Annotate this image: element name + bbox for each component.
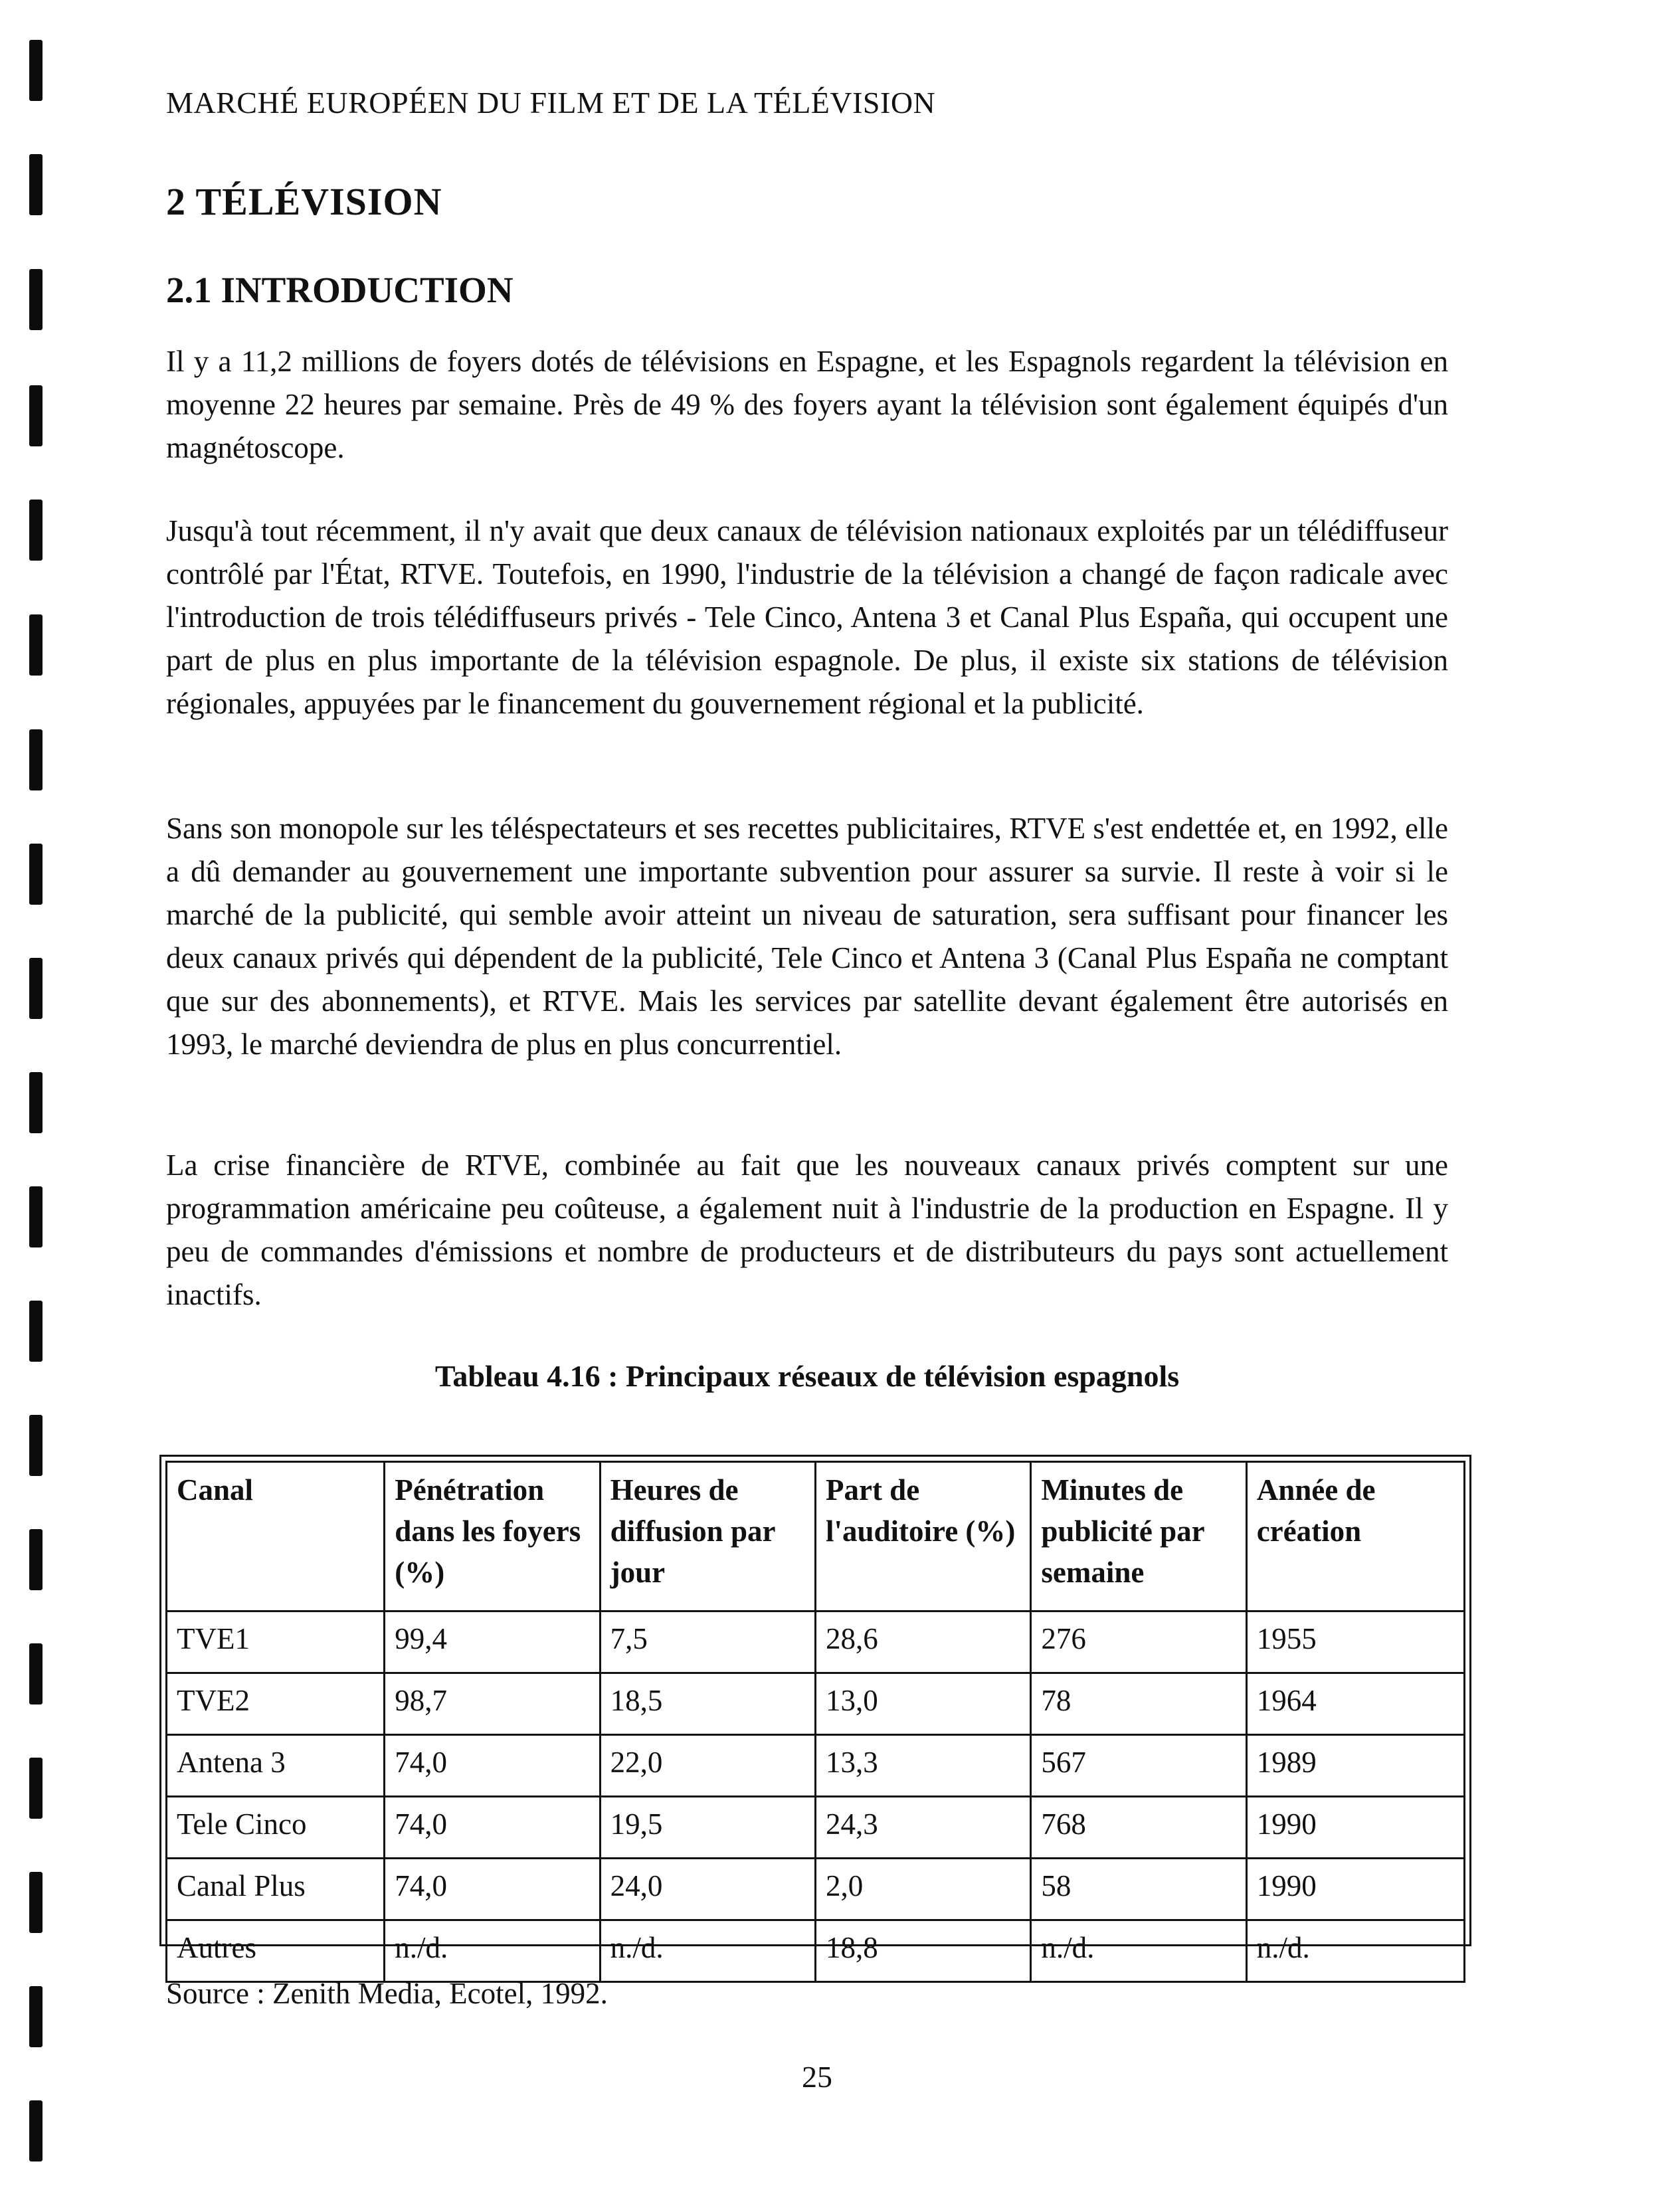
- binding-mark: [29, 1986, 43, 2047]
- binding-mark: [29, 40, 43, 101]
- binding-mark: [29, 1072, 43, 1133]
- paragraph-4: La crise financière de RTVE, combinée au fait que les nouveaux canaux privés comptent sur une programmation américaine peu coûteuse, a également nuit à l'industrie de la production en Espagne. Il y peu de commandes d'émissions et nombre de producteurs et de distributeurs du pays sont actuellement inactifs.: [166, 1149, 1448, 1311]
- binding-mark: [29, 1415, 43, 1476]
- cell-ad-minutes: 58: [1031, 1859, 1246, 1920]
- table-source: Source : Zenith Media, Ecotel, 1992.: [166, 1977, 608, 2010]
- table-row: [167, 1673, 1465, 1735]
- cell-hours: 18,5: [600, 1673, 815, 1735]
- header-canal: Canal: [167, 1462, 385, 1611]
- binding-mark: [29, 1301, 43, 1362]
- running-header: MARCHÉ EUROPÉEN DU FILM ET DE LA TÉLÉVISION: [166, 86, 936, 120]
- cell-penetration: n./d.: [385, 1920, 600, 1982]
- cell-ad-minutes: 78: [1031, 1673, 1246, 1735]
- binding-mark: [29, 154, 43, 215]
- cell-year: n./d.: [1246, 1920, 1464, 1982]
- cell-penetration: 74,0: [385, 1735, 600, 1797]
- section-title: 2 TÉLÉVISION: [166, 180, 442, 223]
- cell-year: 1964: [1246, 1673, 1464, 1735]
- paragraph-1: Il y a 11,2 millions de foyers dotés de télévisions en Espagne, et les Espagnols regardent la télévision en moyenne 22 heures par semaine. Près de 49 % des foyers ayant la télévision sont également équipés d'un magnétoscope.: [166, 345, 1448, 464]
- table-header-row: [167, 1462, 1465, 1611]
- cell-penetration: 74,0: [385, 1797, 600, 1859]
- cell-ad-minutes: 768: [1031, 1797, 1246, 1859]
- page-number: 25: [802, 2060, 832, 2094]
- binding-mark: [29, 1758, 43, 1819]
- header-year: Année de création: [1246, 1462, 1464, 1611]
- cell-hours: 24,0: [600, 1859, 815, 1920]
- cell-year: 1990: [1246, 1797, 1464, 1859]
- cell-hours: n./d.: [600, 1920, 815, 1982]
- binding-mark: [29, 2100, 43, 2161]
- cell-ad-minutes: 276: [1031, 1611, 1246, 1673]
- table-row: [167, 1859, 1465, 1920]
- header-hours: Heures de diffusion par jour: [600, 1462, 815, 1611]
- cell-penetration: 98,7: [385, 1673, 600, 1735]
- table-caption: Tableau 4.16 : Principaux réseaux de télévision espagnols: [434, 1359, 1180, 1393]
- cell-audience-share: 28,6: [815, 1611, 1030, 1673]
- header-penetration: Pénétration dans les foyers (%): [385, 1462, 600, 1611]
- table-frame: [159, 1455, 1471, 1964]
- tv-networks-table: [165, 1461, 1465, 1983]
- binding-mark: [29, 729, 43, 790]
- cell-audience-share: 24,3: [815, 1797, 1030, 1859]
- cell-canal: TVE1: [167, 1611, 385, 1673]
- table-row: [167, 1735, 1465, 1797]
- header-ad-minutes: Minutes de publicité par semaine: [1031, 1462, 1246, 1611]
- table-row: [167, 1797, 1465, 1859]
- binding-mark: [29, 500, 43, 561]
- binding-mark: [29, 958, 43, 1019]
- table-row: [167, 1920, 1465, 1982]
- header-audience-share: Part de l'auditoire (%): [815, 1462, 1030, 1611]
- table-row: [167, 1611, 1465, 1673]
- subsection-title: 2.1 INTRODUCTION: [166, 270, 513, 310]
- binding-mark: [29, 614, 43, 676]
- binding-mark: [29, 1872, 43, 1933]
- binding-mark: [29, 844, 43, 905]
- cell-audience-share: 2,0: [815, 1859, 1030, 1920]
- binding-mark: [29, 1643, 43, 1704]
- cell-penetration: 74,0: [385, 1859, 600, 1920]
- cell-canal: TVE2: [167, 1673, 385, 1735]
- binding-mark: [29, 385, 43, 446]
- cell-year: 1955: [1246, 1611, 1464, 1673]
- cell-year: 1990: [1246, 1859, 1464, 1920]
- cell-audience-share: 18,8: [815, 1920, 1030, 1982]
- cell-ad-minutes: n./d.: [1031, 1920, 1246, 1982]
- binding-mark: [29, 269, 43, 330]
- cell-canal: Antena 3: [167, 1735, 385, 1797]
- cell-hours: 19,5: [600, 1797, 815, 1859]
- cell-audience-share: 13,0: [815, 1673, 1030, 1735]
- cell-year: 1989: [1246, 1735, 1464, 1797]
- cell-hours: 7,5: [600, 1611, 815, 1673]
- cell-canal: Autres: [167, 1920, 385, 1982]
- paragraph-2: Jusqu'à tout récemment, il n'y avait que deux canaux de télévision nationaux exploités par un télédiffuseur contrôlé par l'État, RTVE. Toutefois, en 1990, l'industrie de la télévision a changé de façon radicale avec l'introduction de trois télédiffuseurs privés - Tele Cinco, Antena 3 et Canal Plus España, qui occupent une part de plus en plus importante de la télévision espagnole. De plus, il existe six stations de télévision régionales, appuyées par le financement du gouvernement régional et la publicité.: [166, 514, 1448, 720]
- cell-audience-share: 13,3: [815, 1735, 1030, 1797]
- cell-canal: Canal Plus: [167, 1859, 385, 1920]
- cell-hours: 22,0: [600, 1735, 815, 1797]
- binding-mark: [29, 1186, 43, 1247]
- binding-mark: [29, 1529, 43, 1590]
- cell-penetration: 99,4: [385, 1611, 600, 1673]
- cell-canal: Tele Cinco: [167, 1797, 385, 1859]
- paragraph-3: Sans son monopole sur les téléspectateurs et ses recettes publicitaires, RTVE s'est endettée et, en 1992, elle a dû demander au gouvernement une importante subvention pour assurer sa survie. Il reste à voir si le marché de la publicité, qui semble avoir atteint un niveau de saturation, sera suffisant pour financer les deux canaux privés qui dépendent de la publicité, Tele Cinco et Antena 3 (Canal Plus España ne comptant que sur des abonnements), et RTVE. Mais les services par satellite devant également être autorisés en 1993, le marché deviendra de plus en plus concurrentiel.: [166, 812, 1448, 1061]
- cell-ad-minutes: 567: [1031, 1735, 1246, 1797]
